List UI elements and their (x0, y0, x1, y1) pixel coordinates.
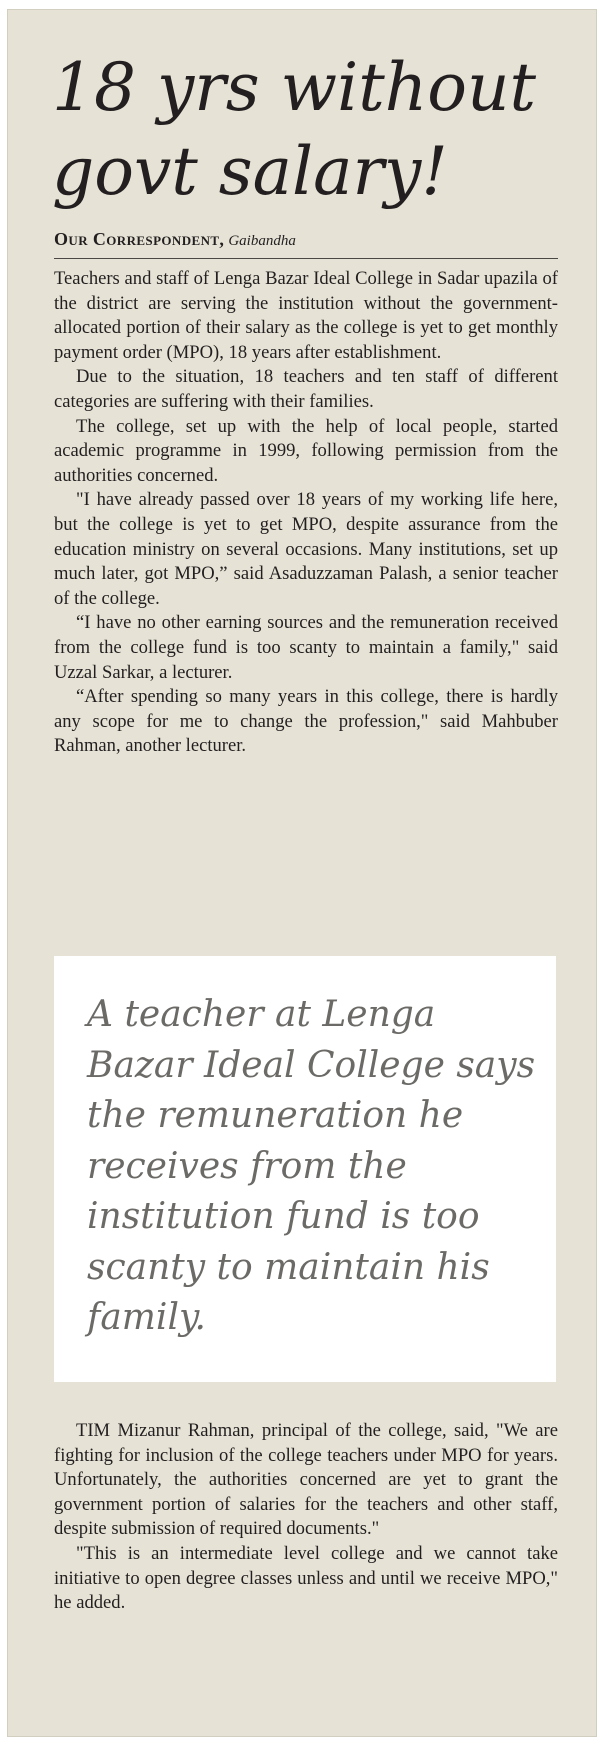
article-paragraph: “I have no other earning sources and the remuneration received from the college fund is too scanty to maintain a family," said Uzzal Sarkar, a lecturer. (54, 612, 558, 683)
pullquote: A teacher at Lenga Bazar Ideal College says the remuneration he receives from the institution fund is too scanty to maintain his family. (87, 994, 536, 1338)
article-paragraph: "This is an intermediate level college and we cannot take initiative to open degree classes unless and until we receive MPO," he added. (54, 1542, 558, 1614)
article-body-bottom (54, 1419, 558, 1616)
headline (52, 46, 572, 214)
headline-line-1: 18 yrs without (52, 49, 537, 126)
byline (54, 229, 558, 259)
article-paragraph: The college, set up with the help of local people, started academic programme in 1999, following permission from the authorities concerned. (54, 415, 558, 486)
newspaper-clipping (7, 9, 597, 1737)
article-body-top (54, 267, 558, 759)
byline-author: Our Correspondent, (54, 229, 225, 249)
pullquote-box (54, 956, 556, 1382)
article-paragraph: “After spending so many years in this college, there is hardly any scope for me to change the profession," said Mahbuber Rahman, another lecturer. (54, 686, 558, 757)
article-paragraph: TIM Mizanur Rahman, principal of the college, said, "We are fighting for inclusion of the college teachers under MPO for years. Unfortunately, the authorities concerned are yet to grant the government portion of salaries for the teachers and other staff, despite submission of required documents." (54, 1420, 558, 1540)
article-paragraph: "I have already passed over 18 years of my working life here, but the college is yet to get MPO, despite assurance from the education ministry on several occasions. Many institutions, set up much later, got MPO,” said Asaduzzaman Palash, a senior teacher of the college. (54, 489, 558, 609)
article-paragraph: Teachers and staff of Lenga Bazar Ideal College in Sadar upazila of the district are serving the institution without the government-allocated portion of their salary as the college is yet to get monthly payment order (MPO), 18 years after establishment. (54, 268, 558, 363)
byline-location: Gaibandha (228, 233, 296, 249)
article-paragraph: Due to the situation, 18 teachers and ten staff of different categories are suffering with their families. (54, 366, 558, 412)
headline-line-2: govt salary! (52, 133, 448, 210)
